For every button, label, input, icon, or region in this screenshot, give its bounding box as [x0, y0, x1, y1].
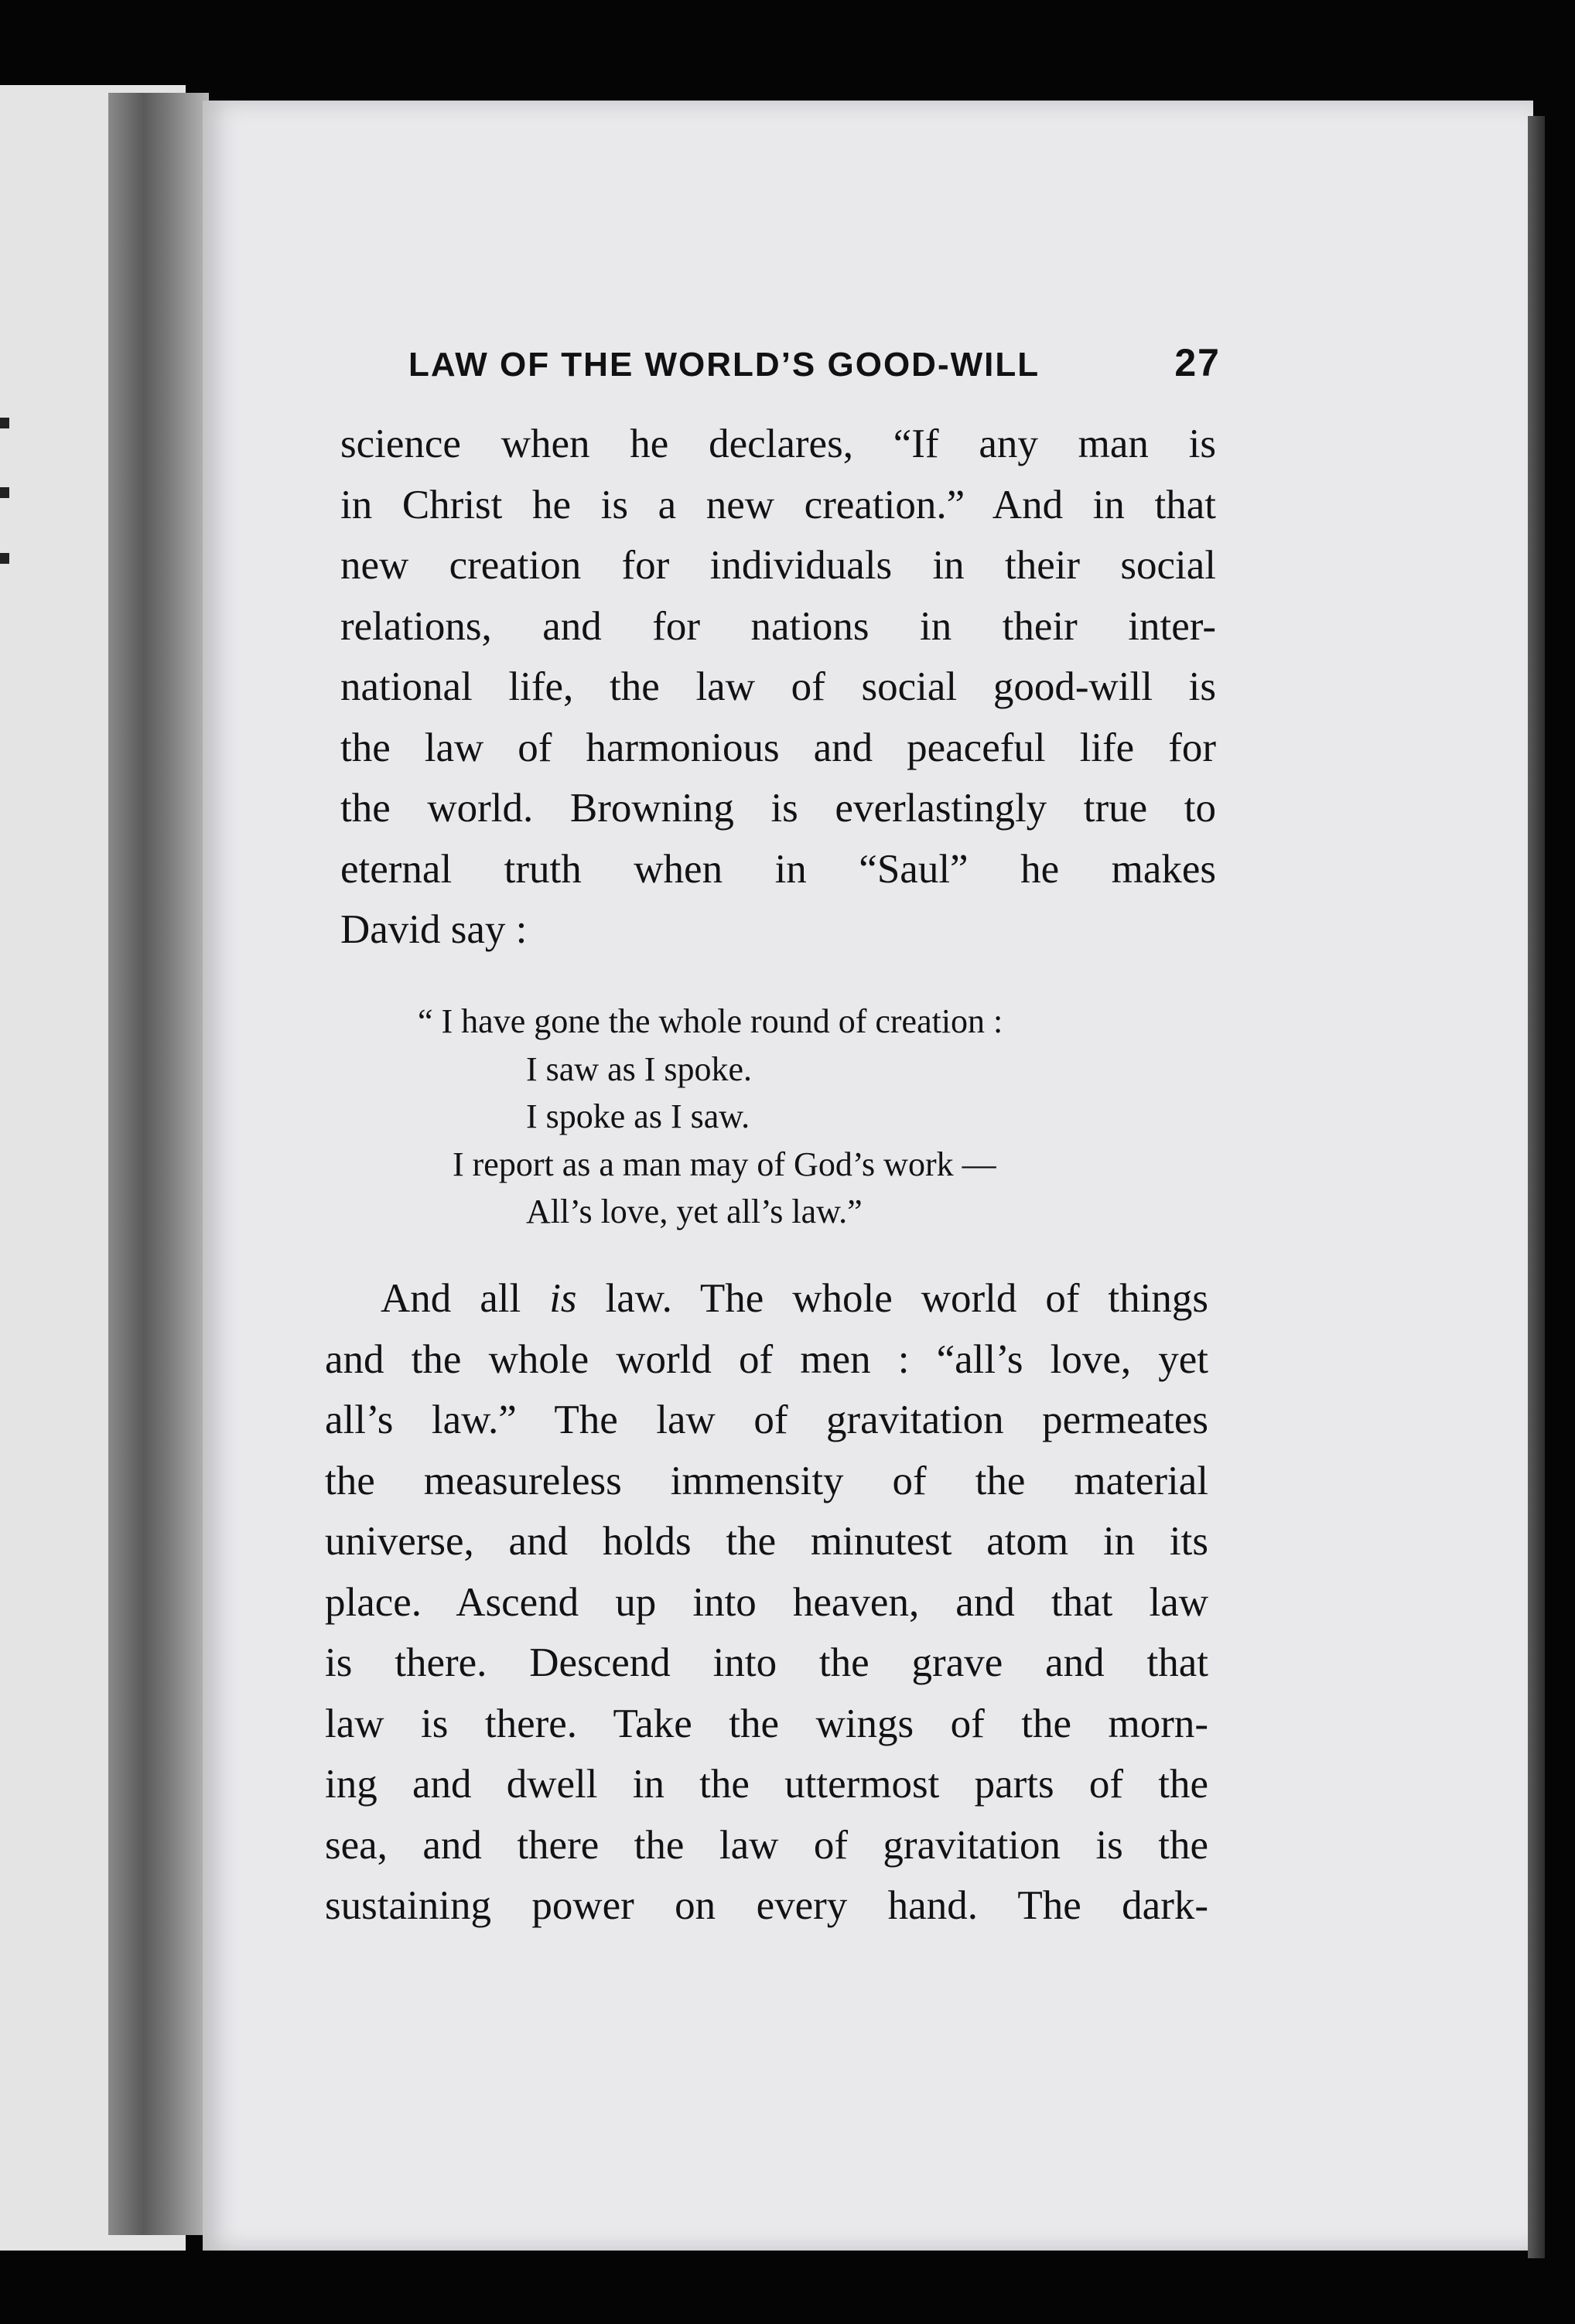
verse-line: All’s love, yet all’s law.” [526, 1193, 863, 1230]
text-run: law. The whole world of things [576, 1276, 1209, 1321]
paragraph-2 [325, 1268, 1208, 1937]
text-line: and the whole world of men : “all’s love, yet [325, 1336, 1208, 1382]
verse-quotation [418, 998, 1114, 1236]
text-line: sea, and there the law of gravitation is the [325, 1822, 1208, 1868]
paragraph-1 [340, 414, 1216, 961]
text-run: And all [381, 1276, 550, 1321]
text-line: ing and dwell in the uttermost parts of the [325, 1762, 1208, 1807]
text-line: universe, and holds the minutest atom in its [325, 1519, 1208, 1564]
verse-line: “ I have gone the whole round of creation : [418, 1002, 1003, 1040]
page-edge-shadow [1528, 116, 1545, 2258]
verse-line: I spoke as I saw. [526, 1097, 750, 1135]
page-number: 27 [1174, 341, 1221, 384]
facing-page-text-fragment [0, 553, 9, 564]
running-header [408, 340, 1221, 385]
text-line: the law of harmonious and peaceful life for [340, 725, 1216, 770]
text-line: relations, and for nations in their inter- [340, 603, 1216, 649]
text-line: law is there. Take the wings of the morn- [325, 1701, 1208, 1746]
running-title: LAW OF THE WORLD’S GOOD-WILL [408, 346, 1040, 384]
text-line: sustaining power on every hand. The dark- [325, 1883, 1208, 1928]
text-line: David say : [340, 907, 528, 952]
emphasized-word: is [549, 1276, 577, 1321]
text-line: the measureless immensity of the material [325, 1458, 1208, 1503]
verse-line: I saw as I spoke. [526, 1049, 753, 1088]
text-line: new creation for individuals in their social [340, 543, 1216, 588]
book-gutter-shadow [108, 93, 209, 2235]
facing-page-text-fragment [0, 418, 9, 428]
text-line: place. Ascend up into heaven, and that law [325, 1579, 1208, 1625]
facing-page-text-fragment [0, 487, 9, 498]
text-line: national life, the law of social good-will is [340, 664, 1216, 709]
verse-line: I report as a man may of God’s work — [453, 1145, 996, 1183]
text-line: in Christ he is a new creation.” And in that [340, 482, 1216, 527]
text-line: is there. Descend into the grave and that [325, 1640, 1208, 1685]
text-line: science when he declares, “If any man is [340, 421, 1216, 466]
text-line: eternal truth when in “Saul” he makes [340, 846, 1216, 892]
text-line: the world. Browning is everlastingly true to [340, 786, 1216, 831]
text-line [325, 1268, 1208, 1329]
text-line: all’s law.” The law of gravitation permeates [325, 1397, 1208, 1442]
